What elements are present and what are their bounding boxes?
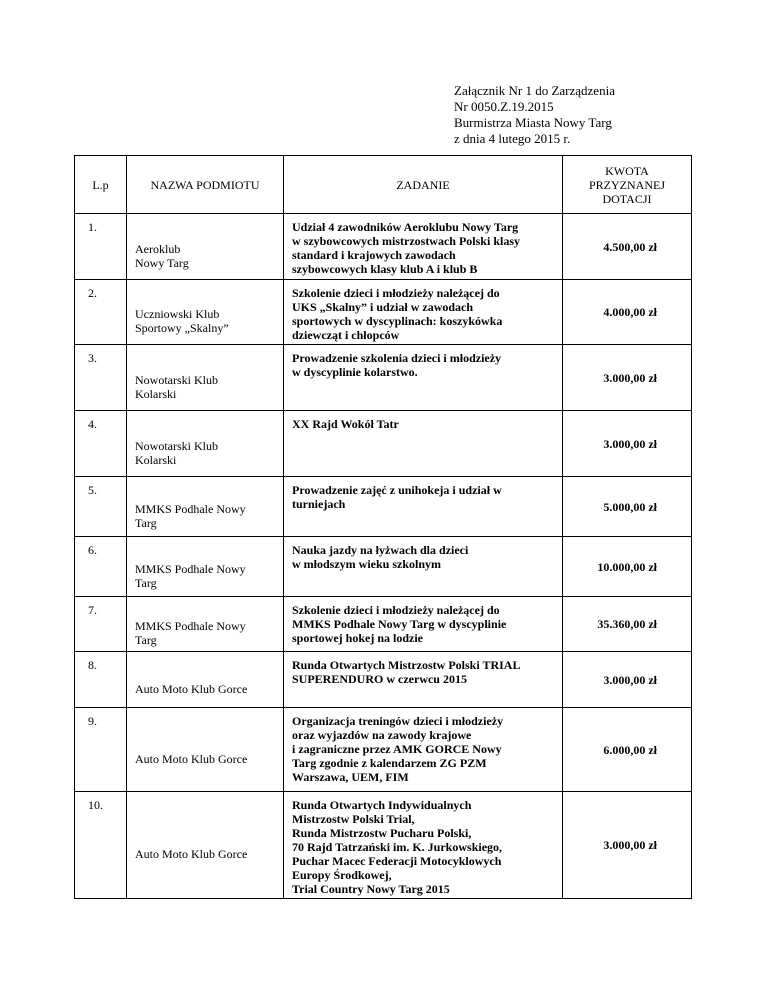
grants-table <box>74 155 692 899</box>
entity-name-line: MMKS Podhale Nowy <box>135 561 246 576</box>
task-line: Szkolenie dzieci i młodzieży należącej do <box>292 603 500 617</box>
task-line: SUPERENDURO w czerwcu 2015 <box>292 672 467 686</box>
entity-name-line: Auto Moto Klub Gorce <box>135 751 248 766</box>
row-lp: 6. <box>75 537 127 597</box>
row-task <box>284 411 563 477</box>
task-line: turniejach <box>292 497 346 511</box>
task-line: MMKS Podhale Nowy Targ w dyscyplinie <box>292 617 507 631</box>
task-line: Mistrzostw Polski Trial, <box>292 812 415 826</box>
header-line-2: Nr 0050.Z.19.2015 <box>454 99 554 114</box>
task-line: Puchar Macec Federacji Motocyklowych <box>292 854 502 868</box>
row-amount: 5.000,00 zł <box>563 477 692 537</box>
task-line: Organizacja treningów dzieci i młodzieży <box>292 714 504 728</box>
task-line: Warszawa, UEM, FIM <box>292 770 409 784</box>
table-row <box>75 280 692 345</box>
task-line: Udział 4 zawodników Aeroklubu Nowy Targ <box>292 220 519 234</box>
header-amount-line-2: PRZYZNANEJ <box>588 177 665 192</box>
row-lp: 7. <box>75 597 127 652</box>
header-line-4: z dnia 4 lutego 2015 r. <box>454 131 571 146</box>
task-line: dziewcząt i chłopców <box>292 328 400 342</box>
row-amount: 35.360,00 zł <box>563 597 692 652</box>
row-amount: 4.500,00 zł <box>563 214 692 280</box>
document-header <box>454 83 615 147</box>
row-task <box>284 652 563 708</box>
row-task <box>284 537 563 597</box>
entity-name-line: MMKS Podhale Nowy <box>135 501 246 516</box>
header-amount <box>563 156 692 214</box>
task-line: w młodszym wieku szkolnym <box>292 557 442 571</box>
task-line: oraz wyjazdów na zawody krajowe <box>292 728 472 742</box>
header-line-3: Burmistrza Miasta Nowy Targ <box>454 115 612 130</box>
row-entity-name <box>127 708 284 792</box>
task-line: i zagraniczne przez AMK GORCE Nowy <box>292 742 502 756</box>
row-task <box>284 345 563 411</box>
header-lp: L.p <box>75 156 127 214</box>
task-line: Runda Otwartych Indywidualnych <box>292 798 472 812</box>
row-lp: 8. <box>75 652 127 708</box>
entity-name-line: Nowotarski Klub <box>135 372 218 387</box>
task-line: szybowcowych klasy klub A i klub B <box>292 262 478 276</box>
entity-name-line: Sportowy „Skalny” <box>135 321 229 335</box>
row-lp: 4. <box>75 411 127 477</box>
task-line: UKS „Skalny” i udział w zawodach <box>292 300 474 314</box>
row-amount: 3.000,00 zł <box>563 345 692 411</box>
entity-name-line: Uczniowski Klub <box>135 307 220 321</box>
row-amount: 3.000,00 zł <box>563 652 692 708</box>
entity-name-line: Targ <box>135 515 157 530</box>
row-entity-name <box>127 411 284 477</box>
task-line: Prowadzenie zajęć z unihokeja i udział w <box>292 483 502 497</box>
task-line: Runda Otwartych Mistrzostw Polski TRIAL <box>292 658 521 672</box>
header-line-1: Załącznik Nr 1 do Zarządzenia <box>454 83 615 98</box>
entity-name-line: Nowotarski Klub <box>135 438 218 453</box>
task-line: 70 Rajd Tatrzański im. K. Jurkowskiego, <box>292 840 503 854</box>
row-entity-name <box>127 537 284 597</box>
row-entity-name <box>127 597 284 652</box>
table-row <box>75 652 692 708</box>
header-amount-line-1: KWOTA <box>605 163 649 178</box>
table-row <box>75 708 692 792</box>
task-line: XX Rajd Wokół Tatr <box>292 417 399 431</box>
row-task <box>284 792 563 899</box>
entity-name-line: MMKS Podhale Nowy <box>135 619 246 633</box>
row-task <box>284 280 563 345</box>
row-lp: 1. <box>75 214 127 280</box>
row-task <box>284 477 563 537</box>
entity-name-line: Targ <box>135 575 157 590</box>
task-line: w szybowcowych mistrzostwach Polski klasy <box>292 234 520 248</box>
entity-name-line: Kolarski <box>135 452 177 467</box>
header-name: NAZWA PODMIOTU <box>127 156 284 214</box>
table-row <box>75 792 692 899</box>
row-lp: 5. <box>75 477 127 537</box>
entity-name-line: Aeroklub <box>135 241 181 256</box>
row-entity-name <box>127 792 284 899</box>
row-lp: 9. <box>75 708 127 792</box>
task-line: standard i krajowych zawodach <box>292 248 456 262</box>
task-line: Szkolenie dzieci i młodzieży należącej do <box>292 286 500 300</box>
task-line: w dyscyplinie kolarstwo. <box>292 365 418 379</box>
table-row <box>75 537 692 597</box>
row-lp: 3. <box>75 345 127 411</box>
task-line: Trial Country Nowy Targ 2015 <box>292 882 450 896</box>
row-task <box>284 708 563 792</box>
row-entity-name <box>127 345 284 411</box>
task-line: Targ zgodnie z kalendarzem ZG PZM <box>292 756 487 770</box>
entity-name-line: Kolarski <box>135 386 177 401</box>
row-entity-name <box>127 214 284 280</box>
row-task <box>284 597 563 652</box>
task-line: Europy Środkowej, <box>292 868 392 882</box>
row-task <box>284 214 563 280</box>
row-lp: 2. <box>75 280 127 345</box>
table-row <box>75 345 692 411</box>
row-entity-name <box>127 652 284 708</box>
table-row <box>75 477 692 537</box>
header-task: ZADANIE <box>284 156 563 214</box>
entity-name-line: Auto Moto Klub Gorce <box>135 847 248 861</box>
row-lp: 10. <box>75 792 127 899</box>
row-amount: 3.000,00 zł <box>563 792 692 899</box>
row-amount: 4.000,00 zł <box>563 280 692 345</box>
task-line: Runda Mistrzostw Pucharu Polski, <box>292 826 472 840</box>
task-line: Nauka jazdy na łyżwach dla dzieci <box>292 543 469 557</box>
table-row <box>75 597 692 652</box>
task-line: sportowych w dyscyplinach: koszykówka <box>292 314 503 328</box>
entity-name-line: Nowy Targ <box>135 255 189 270</box>
row-amount: 3.000,00 zł <box>563 411 692 477</box>
row-amount: 6.000,00 zł <box>563 708 692 792</box>
header-amount-line-3: DOTACJI <box>602 191 652 206</box>
entity-name-line: Auto Moto Klub Gorce <box>135 681 248 696</box>
table-row <box>75 411 692 477</box>
entity-name-line: Targ <box>135 633 157 647</box>
row-entity-name <box>127 280 284 345</box>
task-line: Prowadzenie szkolenia dzieci i młodzieży <box>292 351 502 365</box>
table-header-row <box>75 156 692 214</box>
table-row <box>75 214 692 280</box>
task-line: sportowej hokej na lodzie <box>292 631 423 645</box>
row-entity-name <box>127 477 284 537</box>
row-amount: 10.000,00 zł <box>563 537 692 597</box>
